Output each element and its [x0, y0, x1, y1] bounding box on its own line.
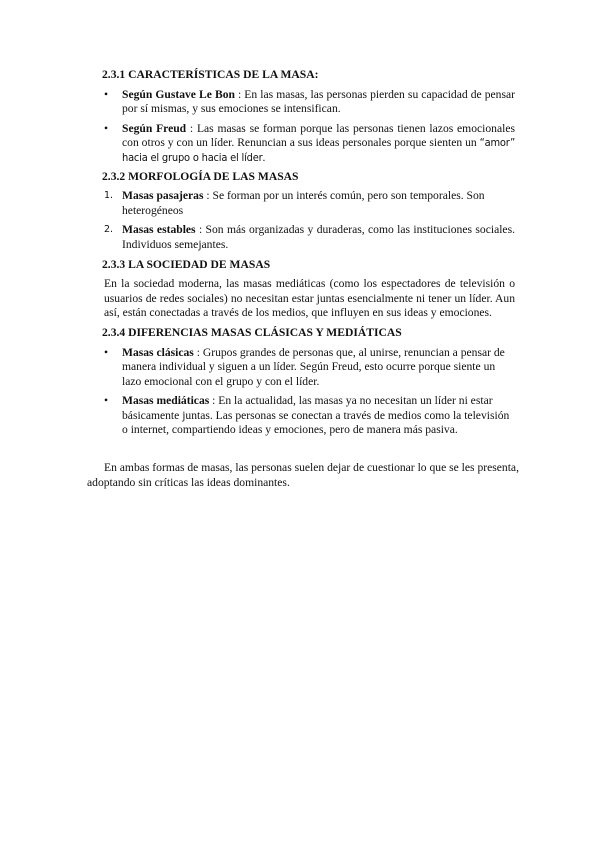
- section-heading-morfologia: 2.3.2 MORFOLOGÍA DE LAS MASAS: [102, 169, 299, 183]
- closing-paragraph: [87, 461, 519, 490]
- closing-text: En ambas formas de masas, las personas suelen dejar de cuestionar lo que se les presenta, adoptando sin críticas las ideas dominantes.: [87, 461, 519, 489]
- list-item-pasajeras: [104, 189, 515, 218]
- section-heading-sociedad: 2.3.3 LA SOCIEDAD DE MASAS: [102, 257, 271, 271]
- item-text: : En la actualidad, las masas ya no necesitan un líder ni estar básicamente juntas. Las personas se conectan a través de medios como la televisión o internet, compartiendo ideas y emociones, pero de manera más pasiva.: [122, 394, 510, 437]
- list-item-freud: [104, 122, 515, 166]
- section-heading-diferencias: 2.3.4 DIFERENCIAS MASAS CLÁSICAS Y MEDIÁTICAS: [102, 325, 402, 339]
- item-number: 2.: [104, 224, 114, 236]
- bullet: •: [104, 87, 109, 101]
- item-text-end: .: [262, 150, 266, 164]
- section-heading-caracteristicas: 2.3.1 CARACTERÍSTICAS DE LA MASA:: [102, 68, 319, 81]
- item-term: Masas mediáticas: [122, 394, 210, 408]
- bullet: •: [104, 345, 109, 359]
- list-item-estables: [104, 223, 515, 252]
- list-item-mediaticas: [104, 394, 515, 438]
- document-page: [104, 68, 515, 443]
- item-text: : Las masas se forman porque las personas tienen lazos emocionales con otros y con un líder. Renuncian a sus ideas personales porque sienten un: [122, 121, 515, 150]
- item-text: : Son más organizadas y duraderas, como las instituciones sociales. Individuos semejantes.: [122, 223, 515, 251]
- item-term: Masas pasajeras: [122, 189, 204, 203]
- item-text-tail: “amor” hacia el grupo o hacia el líder: [122, 136, 515, 164]
- item-text: : En las masas, las personas pierden su capacidad de pensar por sí mismas, y sus emociones se intensifican.: [122, 87, 515, 116]
- item-number: 1.: [104, 190, 114, 202]
- paragraph-sociedad: En la sociedad moderna, las masas mediáticas (como los espectadores de televisión o usuarios de redes sociales) no necesitan estar juntas esencialmente ni tener un líder. Aun así, están conectadas a través de los medios, que influyen en sus ideas y emociones.: [104, 277, 515, 320]
- list-item-le-bon: [104, 88, 515, 117]
- bullet: •: [104, 394, 109, 408]
- bullet: •: [104, 121, 109, 135]
- item-term: Masas clásicas: [122, 345, 194, 359]
- item-term: Según Gustave Le Bon: [122, 87, 235, 101]
- list-item-clasicas: [104, 346, 515, 390]
- item-term: Según Freud: [122, 121, 187, 135]
- item-text: : Se forman por un interés común, pero son temporales. Son heterogéneos: [122, 189, 485, 217]
- item-text: : Grupos grandes de personas que, al unirse, renuncian a pensar de manera individual y siguen a un líder. Según Freud, esto ocurre porque siente un lazo emocional con el grupo y con el líder.: [122, 345, 505, 388]
- item-term: Masas estables: [122, 223, 196, 237]
